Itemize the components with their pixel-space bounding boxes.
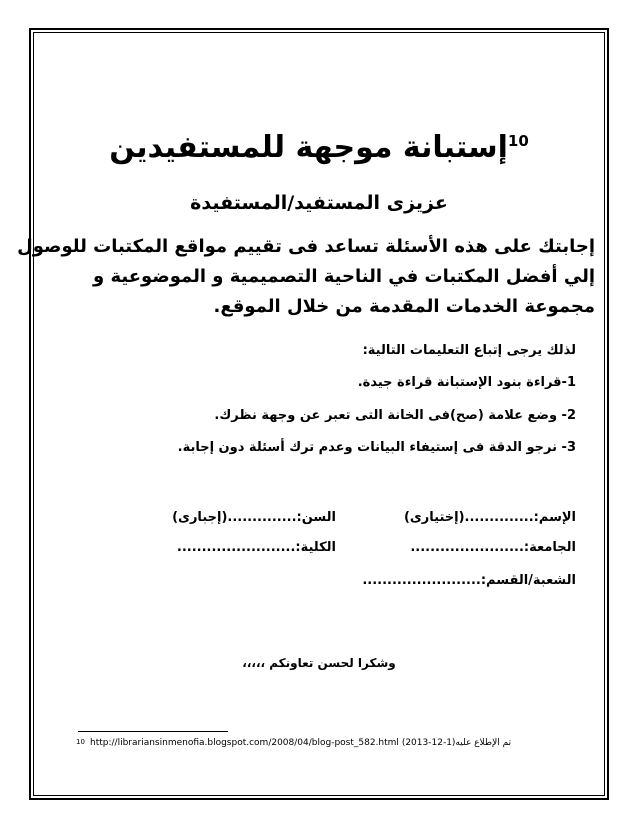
footnote-number: 10 [76, 738, 85, 746]
title-text: إستبانة موجهة للمستفيدين [109, 130, 508, 165]
footnote-separator [78, 731, 228, 732]
name-field: الإسم:..............(إختيارى) [403, 510, 576, 525]
university-field: الجامعة:....................... [410, 540, 576, 555]
title-footnote-ref: 10 [507, 132, 529, 150]
division-field: الشعبة/القسم:........................ [362, 573, 576, 588]
instruction-item-2: 2- وضع علامة (صح)فى الخانة التى تعبر عن وجهة نظرك. [214, 408, 576, 423]
intro-line-3: مجموعة الخدمات المقدمة من خلال الموقع. [213, 296, 595, 317]
intro-paragraph [17, 232, 595, 322]
footnote-url[interactable]: http://librariansinmenofia.blogspot.com/2008/04/blog-post_582.html [90, 738, 399, 748]
page-title [0, 130, 638, 165]
footnote-text [90, 738, 511, 748]
instructions-heading: لذلك يرجى إتباع التعليمات التالية: [362, 343, 576, 358]
salutation: عزيزى المستفيد/المستفيدة [190, 192, 448, 214]
intro-line-1: إجابتك على هذه الأسئلة تساعد فى تقييم مواقع المكتبات للوصول [17, 236, 595, 257]
instruction-item-3: 3- نرجو الدقة فى إستيفاء البيانات وعدم ترك أسئلة دون إجابة. [177, 440, 576, 455]
intro-line-2: إلي أفضل المكتبات في الناحية التصميمية و الموضوعية و [93, 266, 595, 287]
thanks-note: وشكرا لحسن تعاونكم ،،،،، [242, 656, 396, 670]
footnote-accessed: تم الإطلاع عليه(1-12-2013) [401, 738, 512, 748]
faculty-field: الكلية:........................ [176, 540, 336, 555]
instruction-item-1: 1-قراءة بنود الإستبانة قراءة جيدة. [357, 375, 576, 390]
age-field: السن:..............(إجبارى) [172, 510, 336, 525]
